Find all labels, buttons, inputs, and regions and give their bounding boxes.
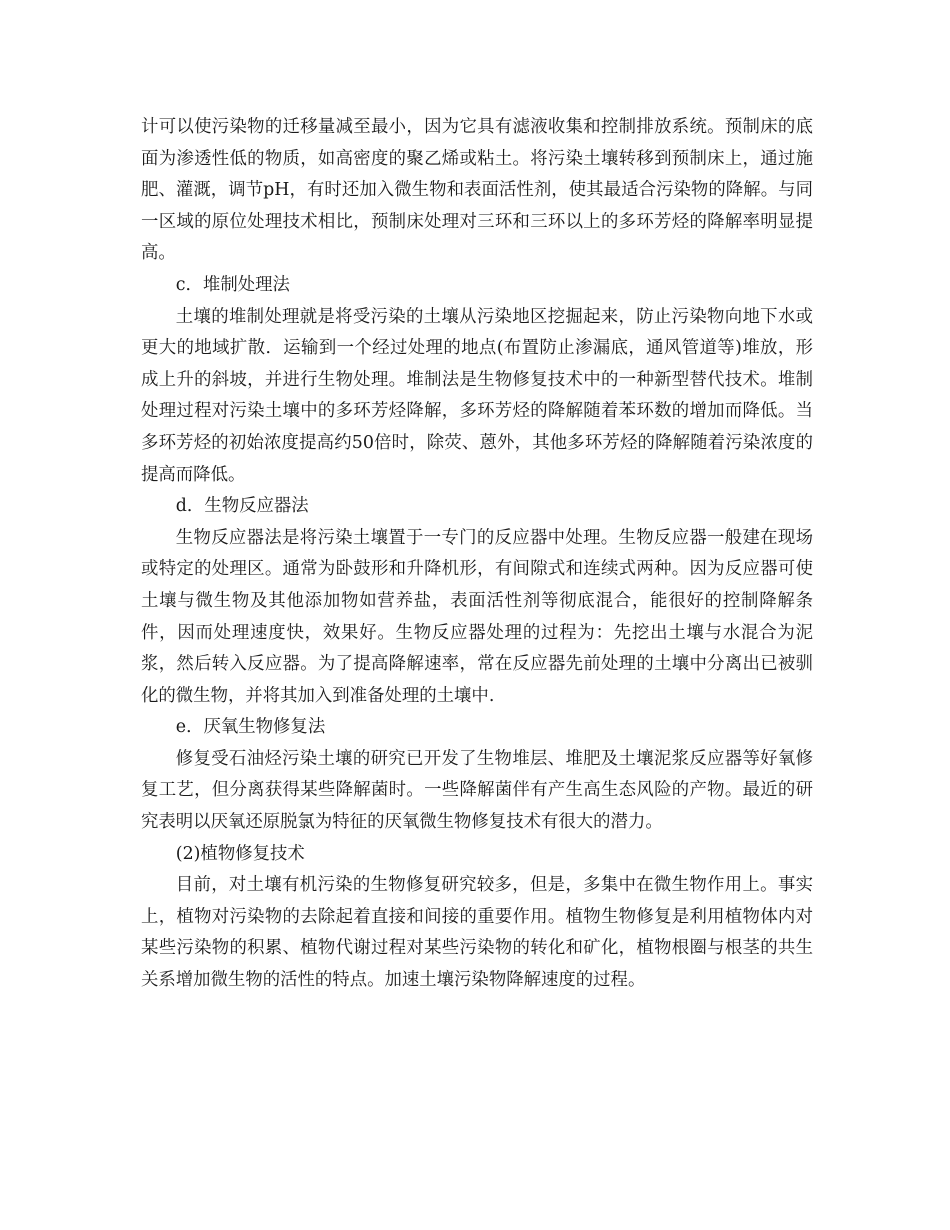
paragraph-phytoremediation: 目前，对土壤有机污染的生物修复研究较多，但是，多集中在微生物作用上。事实上，植物对污染物的去除起着直接和间接的重要作用。植物生物修复是利用植物体内对某些污染物的积累、植物代谢过程对某些污染物的转化和矿化，植物根圈与根茎的共生关系增加微生物的活性的特点。加速土壤污染物降解速度的过程。 <box>141 875 813 991</box>
section-heading-composting: c．堆制处理法 <box>175 274 290 295</box>
section-heading-anaerobic: e．厌氧生物修复法 <box>175 717 326 738</box>
paragraph-composting: 土壤的堆制处理就是将受污染的土壤从污染地区挖掘起来，防止污染物向地下水或更大的地域扩散．运输到一个经过处理的地点(布置防止渗漏底，通风管道等)堆放，形成上升的斜坡，并进行生物处理。堆制法是生物修复技术中的一种新型替代技术。堆制处理过程对污染土壤中的多环芳烃降解，多环芳烃的降解随着苯环数的增加而降低。当多环芳烃的初始浓度提高约50倍时，除荧、蒽外，其他多环芳烃的降解随着污染浓度的提高而降低。 <box>141 306 813 485</box>
paragraph-anaerobic: 修复受石油烃污染土壤的研究已开发了生物堆层、堆肥及土壤泥浆反应器等好氧修复工艺，但分离获得某些降解菌时。一些降解菌伴有产生高生态风险的产物。最近的研究表明以厌氧还原脱氯为特征的厌氧微生物修复技术有很大的潜力。 <box>141 748 813 833</box>
document-body <box>141 112 813 997</box>
section-heading-bioreactor: d．生物反应器法 <box>175 496 309 517</box>
paragraph-continuation: 计可以使污染物的迁移量减至最小，因为它具有滤液收集和控制排放系统。预制床的底面为渗透性低的物质，如高密度的聚乙烯或粘土。将污染土壤转移到预制床上，通过施肥、灌溉，调节pH，有时还加入微生物和表面活性剂，使其最适合污染物的降解。与同一区域的原位处理技术相比，预制床处理对三环和三环以上的多环芳烃的降解率明显提高。 <box>141 117 813 264</box>
section-heading-phytoremediation: (2)植物修复技术 <box>175 843 305 864</box>
paragraph-bioreactor: 生物反应器法是将污染土壤置于一专门的反应器中处理。生物反应器一般建在现场或特定的处理区。通常为卧鼓形和升降机形，有间隙式和连续式两种。因为反应器可使土壤与微生物及其他添加物如营养盐，表面活性剂等彻底混合，能很好的控制降解条件，因而处理速度快，效果好。生物反应器处理的过程为：先挖出土壤与水混合为泥浆，然后转入反应器。为了提高降解速率，常在反应器先前处理的土壤中分离出已被驯化的微生物，并将其加入到准备处理的土壤中. <box>141 527 813 706</box>
